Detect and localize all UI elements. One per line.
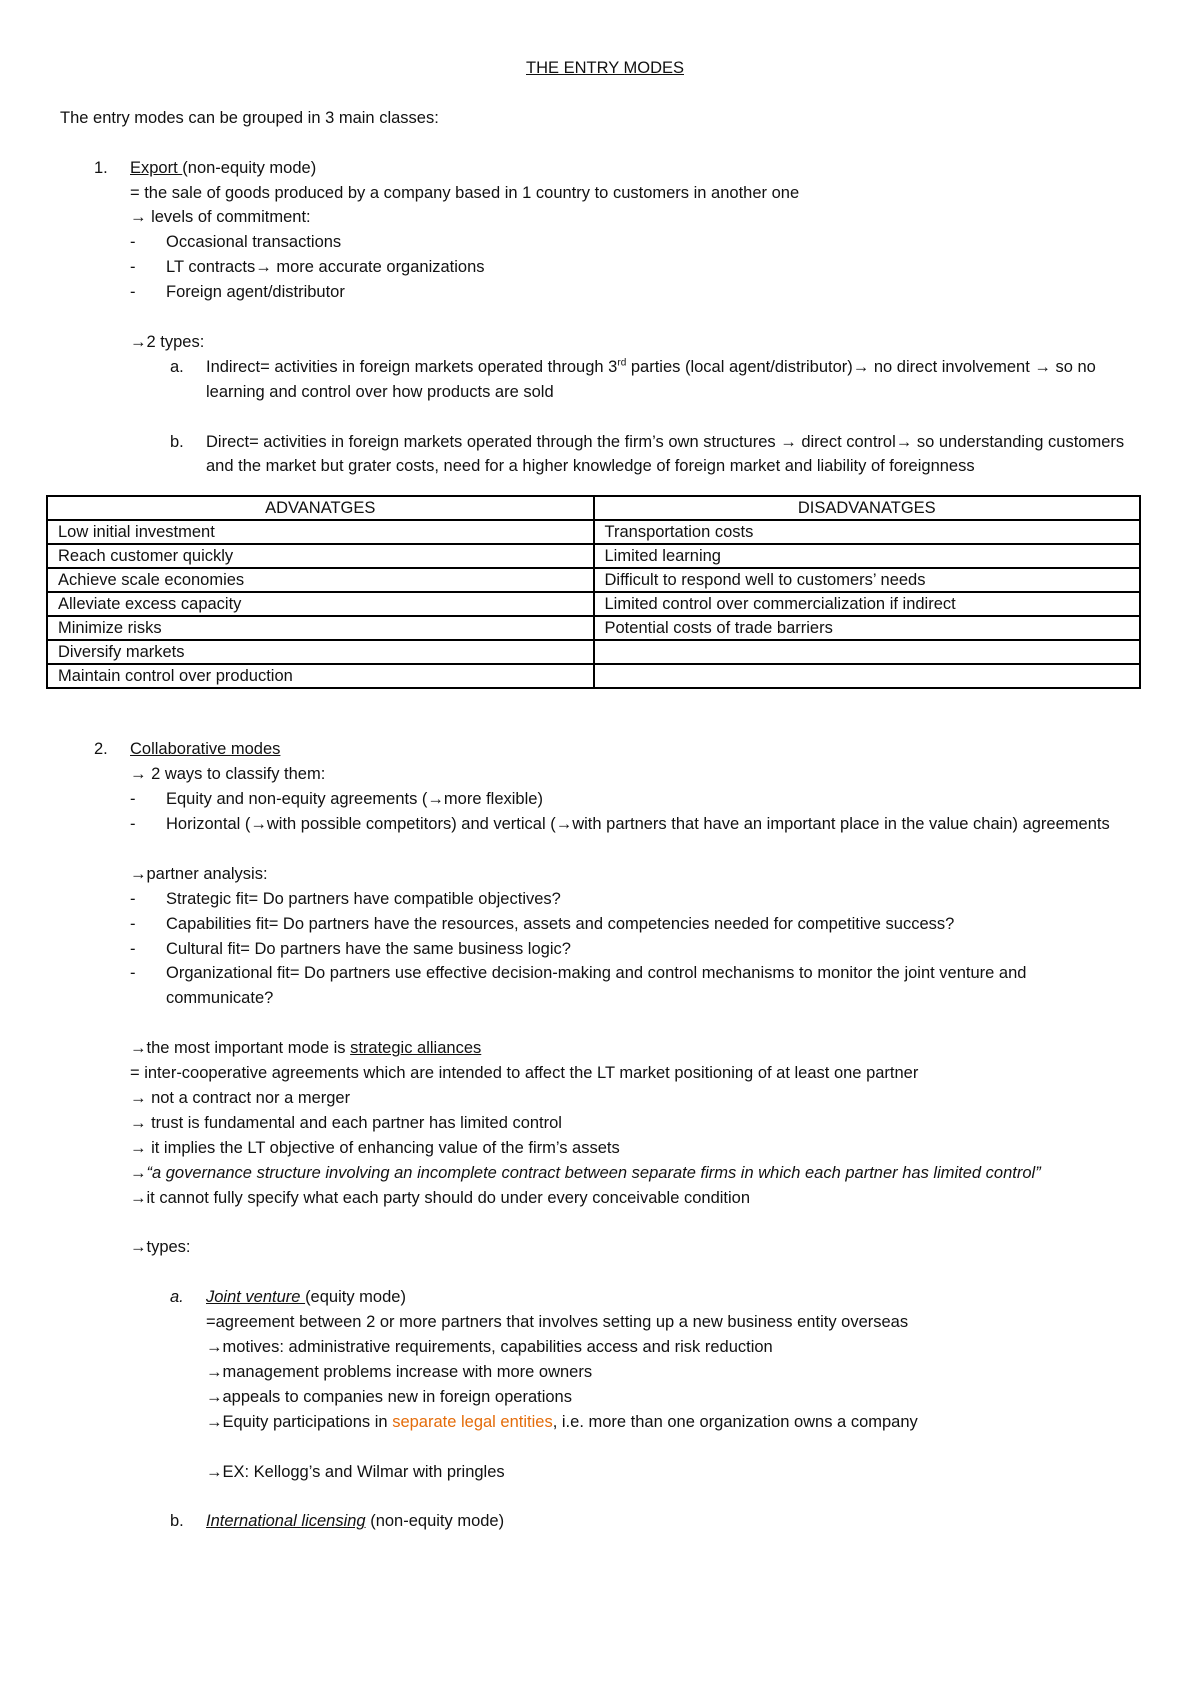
list-item: - Foreign agent/distributor: [130, 283, 345, 302]
list-item: - Cultural fit= Do partners have the same business logic?: [130, 939, 571, 958]
sa-line: → it implies the LT objective of enhancing value of the firm’s assets: [130, 1138, 620, 1157]
sa-specify: →it cannot fully specify what each party should do under every conceivable condition: [130, 1188, 751, 1207]
jv-line: →management problems increase with more owners: [206, 1362, 593, 1381]
sa-line: → trust is fundamental and each partner has limited control: [130, 1113, 562, 1132]
export-heading-rest: (non-equity mode): [182, 158, 317, 177]
table-row: Low initial investment Transportation costs: [47, 520, 1140, 544]
joint-venture-heading: a. Joint venture (equity mode): [170, 1288, 406, 1307]
table-row: Reach customer quickly Limited learning: [47, 544, 1140, 568]
export-types-label: →2 types:: [130, 332, 205, 351]
export-definition: = the sale of goods produced by a company based in 1 country to customers in another one: [130, 183, 800, 202]
list-item: - Strategic fit= Do partners have compatible objectives?: [130, 889, 561, 908]
list-item: - Capabilities fit= Do partners have the resources, assets and competencies needed for competitive success?: [130, 914, 955, 933]
section-export-heading: [60, 156, 1150, 181]
jv-equity-line: →Equity participations in separate legal entities, i.e. more than one organization owns a company: [206, 1412, 918, 1431]
sa-line: = inter-cooperative agreements which are intended to affect the LT market positioning of at least one partner: [130, 1064, 919, 1083]
section-number: 1.: [94, 158, 108, 177]
table-row: Alleviate excess capacity Limited control over commercialization if indirect: [47, 592, 1140, 616]
table-row: Achieve scale economies Difficult to respond well to customers’ needs: [47, 568, 1140, 592]
table-header-disadvantages: DISADVANATGES: [594, 496, 1141, 520]
joint-venture-term: Joint venture: [206, 1288, 306, 1307]
export-heading: Export: [130, 158, 183, 177]
intro-text: The entry modes can be grouped in 3 main classes:: [60, 108, 439, 127]
important-mode-line: →the most important mode is strategic alliances: [130, 1039, 482, 1058]
list-item: - Equity and non-equity agreements (→more flexible): [130, 790, 543, 809]
strategic-alliances-term: strategic alliances: [350, 1039, 482, 1058]
advantages-table: [46, 495, 1141, 689]
commitment-label: → levels of commitment:: [130, 208, 311, 227]
partner-label: →partner analysis:: [130, 864, 268, 883]
sa-line: → not a contract nor a merger: [130, 1089, 351, 1107]
table-row: Diversify markets: [47, 640, 1140, 664]
collab-heading: Collaborative modes: [130, 740, 281, 759]
highlighted-term: separate legal entities: [392, 1412, 553, 1431]
table-row: Maintain control over production: [47, 664, 1140, 688]
jv-line: →motives: administrative requirements, capabilities access and risk reduction: [206, 1338, 773, 1357]
jv-line: →appeals to companies new in foreign operations: [206, 1387, 572, 1406]
jv-example: →EX: Kellogg’s and Wilmar with pringles: [206, 1462, 505, 1481]
section-collab-heading: [60, 737, 1150, 762]
list-item: - LT contracts→ more accurate organizations: [130, 258, 485, 277]
list-item: - Organizational fit= Do partners use effective decision-making and control mechanisms to monitor the joint venture and communicate?: [130, 964, 1027, 1008]
list-item: - Occasional transactions: [130, 233, 342, 252]
classify-label: → 2 ways to classify them:: [130, 765, 326, 784]
export-type-indirect: a. Indirect= activities in foreign markets operated through 3rd parties (local agent/distributor)→ no direct involvement → so no learning and control over how products are sold: [170, 357, 1096, 401]
sa-quote: →“a governance structure involving an incomplete contract between separate firms in which each partner has limited control”: [130, 1163, 1041, 1182]
licensing-term: International licensing: [206, 1512, 366, 1531]
list-item: - Horizontal (→with possible competitors) and vertical (→with partners that have an important place in the value chain) agreements: [130, 815, 1110, 834]
export-type-direct: b. Direct= activities in foreign markets operated through the firm’s own structures → direct control→ so understanding customers and the market but grater costs, need for a higher knowledge of foreign market and liability of foreignness: [170, 432, 1125, 476]
collab-types-label: →types:: [130, 1238, 191, 1257]
jv-line: =agreement between 2 or more partners that involves setting up a new business entity overseas: [206, 1313, 909, 1332]
table-row: Minimize risks Potential costs of trade barriers: [47, 616, 1140, 640]
licensing-heading: b. International licensing (non-equity mode): [170, 1512, 505, 1531]
section-number: 2.: [94, 740, 108, 759]
table-header-advantages: ADVANATGES: [47, 496, 594, 520]
page-title: THE ENTRY MODES: [526, 59, 684, 77]
